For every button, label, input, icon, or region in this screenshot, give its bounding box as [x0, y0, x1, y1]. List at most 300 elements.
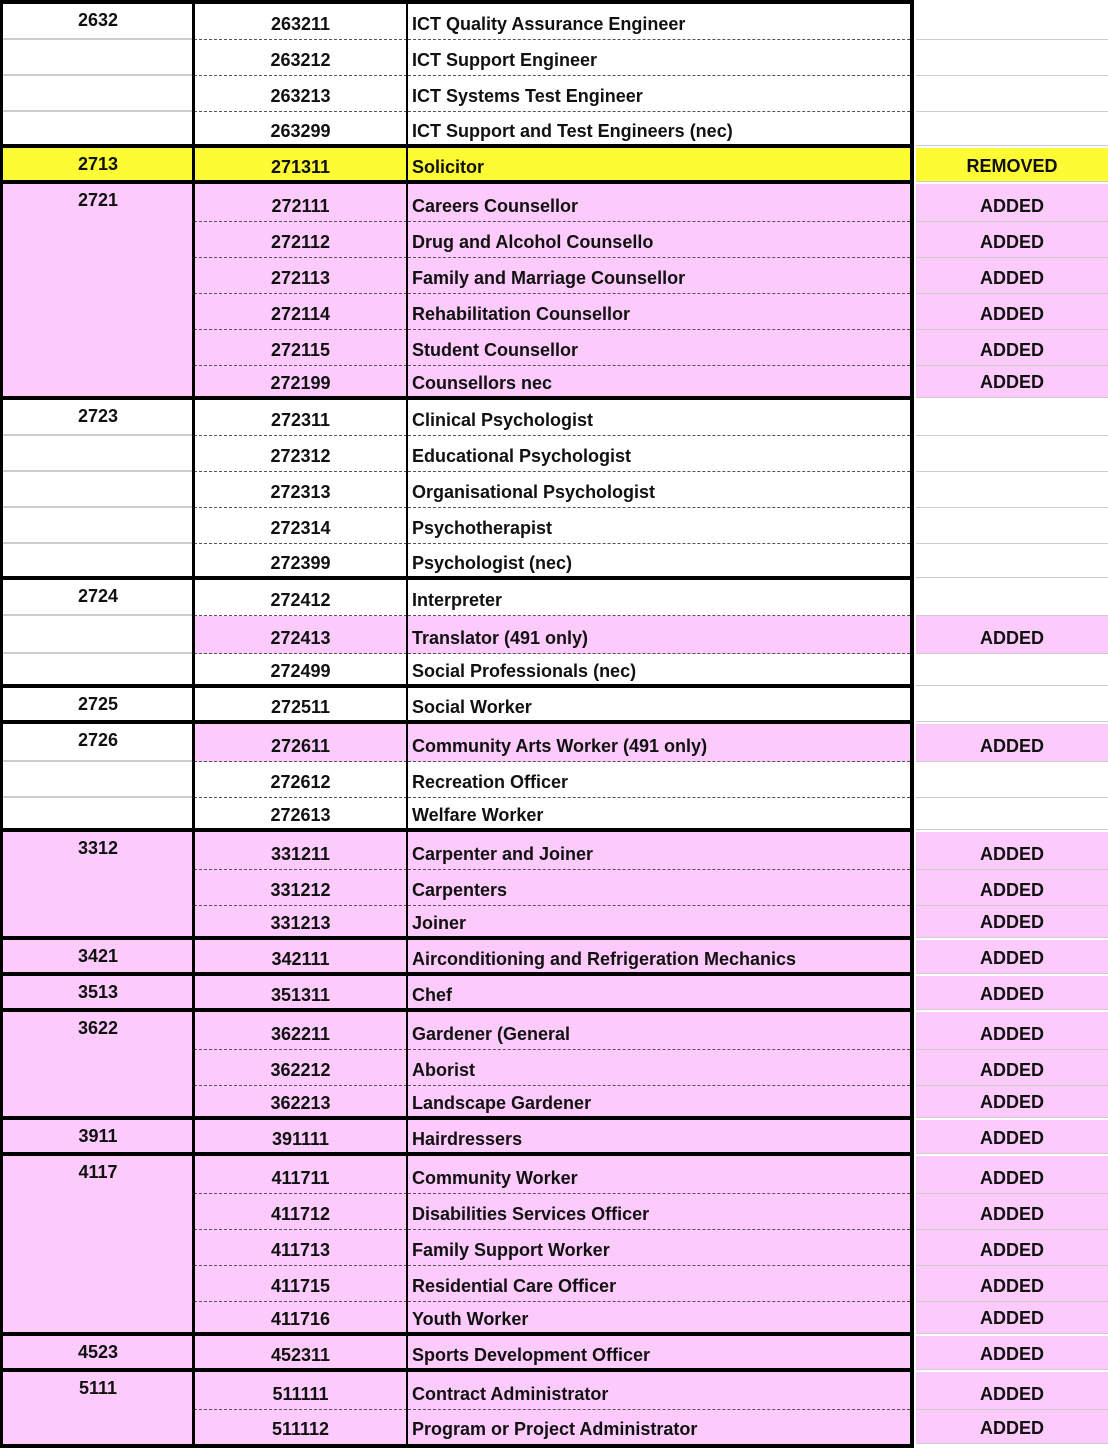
- table-row[interactable]: [194, 1230, 1108, 1266]
- occupation-cell[interactable]: [408, 1336, 910, 1370]
- group-divider: [3, 144, 913, 148]
- status-cell[interactable]: [916, 40, 1108, 76]
- anzsco-code-cell[interactable]: [194, 294, 407, 330]
- group-divider: [3, 576, 913, 580]
- occupation-cell[interactable]: [408, 436, 910, 472]
- status-badge: ADDED: [979, 196, 1044, 216]
- anzsco-code: 272112: [270, 232, 331, 252]
- occupation-title: Family Support Worker: [412, 1240, 610, 1260]
- status-badge: REMOVED: [966, 156, 1058, 176]
- anzsco-code-cell[interactable]: [194, 508, 407, 544]
- gridline: [3, 506, 193, 508]
- anzsco-code-cell[interactable]: [194, 1194, 407, 1230]
- status-cell[interactable]: [916, 366, 1108, 398]
- table-row[interactable]: [194, 330, 1108, 366]
- anzsco-code: 272413: [270, 628, 331, 648]
- unit-group-cell[interactable]: 5111: [3, 1372, 193, 1444]
- occupation-title: Clinical Psychologist: [412, 410, 594, 430]
- occupation-cell[interactable]: [408, 112, 910, 146]
- occupation-title: Joiner: [412, 913, 467, 933]
- status-cell[interactable]: [916, 798, 1108, 830]
- occupation-cell[interactable]: [408, 258, 910, 294]
- column-divider: [0, 0, 3, 1448]
- unit-group-cell[interactable]: 3911: [3, 1120, 193, 1154]
- table-row[interactable]: [194, 870, 1108, 906]
- occupation-cell[interactable]: [408, 4, 910, 40]
- occupation-title: Community Arts Worker (491 only): [412, 736, 708, 756]
- anzsco-code-cell[interactable]: [194, 906, 407, 938]
- group-divider: [3, 0, 913, 4]
- occupation-cell[interactable]: [408, 1302, 910, 1334]
- status-cell[interactable]: [916, 1050, 1108, 1086]
- anzsco-code: 272114: [270, 304, 331, 324]
- unit-group-cell[interactable]: 4523: [3, 1336, 193, 1370]
- anzsco-code-cell[interactable]: [194, 112, 407, 146]
- table-row[interactable]: [194, 1086, 1108, 1118]
- status-cell[interactable]: [916, 1372, 1108, 1410]
- anzsco-code-cell[interactable]: [194, 1372, 407, 1410]
- anzsco-code-cell[interactable]: [194, 472, 407, 508]
- occupation-cell[interactable]: [408, 184, 910, 222]
- occupation-cell[interactable]: [408, 906, 910, 938]
- occupation-title: Carpenters: [412, 880, 508, 900]
- status-cell[interactable]: [916, 4, 1108, 40]
- anzsco-code: 272311: [270, 410, 331, 430]
- anzsco-code: 263211: [270, 14, 331, 34]
- status-badge: ADDED: [979, 880, 1044, 900]
- table-row[interactable]: [194, 184, 1108, 222]
- occupation-cell[interactable]: [408, 330, 910, 366]
- anzsco-code-cell[interactable]: [194, 366, 407, 398]
- status-cell[interactable]: [916, 1230, 1108, 1266]
- anzsco-code-cell[interactable]: [194, 1086, 407, 1118]
- anzsco-code-cell[interactable]: [194, 870, 407, 906]
- occupation-title: ICT Systems Test Engineer: [412, 86, 643, 106]
- occupation-cell[interactable]: [408, 1230, 910, 1266]
- status-cell[interactable]: [916, 976, 1108, 1010]
- table-row[interactable]: [194, 580, 1108, 616]
- status-badge: ADDED: [979, 1240, 1044, 1260]
- table-row[interactable]: [194, 688, 1108, 722]
- status-cell[interactable]: [916, 616, 1108, 654]
- status-badge: ADDED: [979, 1128, 1044, 1148]
- table-row[interactable]: [194, 40, 1108, 76]
- occupation-cell[interactable]: [408, 940, 910, 974]
- occupation-cell[interactable]: [408, 654, 910, 686]
- gridline: [3, 434, 193, 436]
- status-cell[interactable]: [916, 1336, 1108, 1370]
- anzsco-code-cell[interactable]: [194, 148, 407, 182]
- occupation-cell[interactable]: [408, 688, 910, 722]
- status-cell[interactable]: [916, 832, 1108, 870]
- occupation-title: Careers Counsellor: [412, 196, 579, 216]
- status-cell[interactable]: [916, 222, 1108, 258]
- occupation-cell[interactable]: [408, 798, 910, 830]
- anzsco-code-cell[interactable]: [194, 940, 407, 974]
- occupation-title: Translator (491 only): [412, 628, 589, 648]
- occupation-cell[interactable]: [408, 1410, 910, 1444]
- occupation-cell[interactable]: [408, 1086, 910, 1118]
- table-row[interactable]: [194, 258, 1108, 294]
- occupation-title: Community Worker: [412, 1168, 578, 1188]
- status-cell[interactable]: [916, 1266, 1108, 1302]
- occupation-cell[interactable]: [408, 762, 910, 798]
- anzsco-code-cell[interactable]: [194, 832, 407, 870]
- anzsco-code-cell[interactable]: [194, 436, 407, 472]
- group-divider: [3, 1152, 913, 1156]
- anzsco-code: 411716: [270, 1309, 331, 1329]
- status-cell[interactable]: [916, 724, 1108, 762]
- status-cell[interactable]: [916, 654, 1108, 686]
- occupation-title: Gardener (General: [412, 1024, 571, 1044]
- anzsco-code-cell[interactable]: [194, 616, 407, 654]
- anzsco-code: 452311: [270, 1345, 331, 1365]
- occupation-title: Rehabilitation Counsellor: [412, 304, 631, 324]
- status-cell[interactable]: [916, 870, 1108, 906]
- table-row[interactable]: [194, 1336, 1108, 1370]
- occupation-title: Chef: [412, 985, 452, 1005]
- table-row[interactable]: [194, 976, 1108, 1010]
- status-cell[interactable]: [916, 330, 1108, 366]
- anzsco-code: 411715: [270, 1276, 331, 1296]
- anzsco-code: 272314: [270, 518, 331, 538]
- occupation-cell[interactable]: [408, 724, 910, 762]
- gridline: [3, 470, 193, 472]
- occupation-cell[interactable]: [408, 544, 910, 578]
- occupation-cell[interactable]: [408, 76, 910, 112]
- gridline: [3, 614, 193, 616]
- unit-group-cell[interactable]: 3421: [3, 940, 193, 974]
- occupation-title: Counsellors nec: [412, 373, 553, 393]
- unit-group-cell[interactable]: 2632: [3, 4, 193, 146]
- anzsco-code-cell[interactable]: [194, 1336, 407, 1370]
- anzsco-code: 411713: [270, 1240, 331, 1260]
- table-row[interactable]: [194, 906, 1108, 938]
- table-row[interactable]: [194, 1194, 1108, 1230]
- occupation-cell[interactable]: [408, 1120, 910, 1154]
- occupation-title: Carpenter and Joiner: [412, 844, 594, 864]
- status-cell[interactable]: [916, 1302, 1108, 1334]
- anzsco-code: 331213: [270, 913, 331, 933]
- occupation-cell[interactable]: [408, 976, 910, 1010]
- status-badge: ADDED: [979, 628, 1044, 648]
- status-cell[interactable]: [916, 148, 1108, 182]
- status-badge: ADDED: [979, 984, 1044, 1004]
- occupation-cell[interactable]: [408, 1050, 910, 1086]
- anzsco-code: 391111: [271, 1129, 330, 1149]
- unit-group-cell[interactable]: 2723: [3, 400, 193, 578]
- anzsco-code-cell[interactable]: [194, 184, 407, 222]
- group-divider: [3, 828, 913, 832]
- unit-group-cell[interactable]: 3312: [3, 832, 193, 938]
- group-divider: [3, 396, 913, 400]
- group-divider: [3, 936, 913, 940]
- status-cell[interactable]: [916, 258, 1108, 294]
- anzsco-code: 272199: [270, 373, 331, 393]
- anzsco-code: 263299: [270, 121, 331, 141]
- anzsco-code-cell[interactable]: [194, 544, 407, 578]
- status-badge: ADDED: [979, 1344, 1044, 1364]
- occupation-cell[interactable]: [408, 400, 910, 436]
- status-cell[interactable]: [916, 184, 1108, 222]
- anzsco-code-cell[interactable]: [194, 400, 407, 436]
- unit-group-cell[interactable]: 4117: [3, 1156, 193, 1334]
- anzsco-code: 342111: [271, 949, 330, 969]
- occupation-title: Hairdressers: [412, 1129, 523, 1149]
- occupation-cell[interactable]: [408, 1266, 910, 1302]
- table-row[interactable]: [194, 400, 1108, 436]
- gridline: [3, 74, 193, 76]
- status-badge: ADDED: [979, 1418, 1044, 1438]
- anzsco-code-cell[interactable]: [194, 1120, 407, 1154]
- occupation-title: Educational Psychologist: [412, 446, 632, 466]
- table-row[interactable]: [194, 762, 1108, 798]
- table-row[interactable]: [194, 1120, 1108, 1154]
- occupation-title: ICT Quality Assurance Engineer: [412, 14, 686, 34]
- group-divider: [3, 720, 913, 724]
- anzsco-code: 271311: [270, 157, 331, 177]
- unit-group-cell[interactable]: 2724: [3, 580, 193, 686]
- group-divider: [3, 1116, 913, 1120]
- status-cell[interactable]: [916, 1012, 1108, 1050]
- table-row[interactable]: [194, 366, 1108, 398]
- unit-group-cell[interactable]: 2726: [3, 724, 193, 830]
- anzsco-code: 362212: [270, 1060, 331, 1080]
- anzsco-code: 272412: [270, 590, 331, 610]
- table-row[interactable]: [194, 1012, 1108, 1050]
- status-cell[interactable]: [916, 112, 1108, 146]
- anzsco-code: 272613: [270, 805, 331, 825]
- status-badge: ADDED: [979, 232, 1044, 252]
- status-badge: ADDED: [979, 1384, 1044, 1404]
- status-badge: ADDED: [979, 912, 1044, 932]
- anzsco-code-cell[interactable]: [194, 40, 407, 76]
- anzsco-code-cell[interactable]: [194, 1230, 407, 1266]
- occupation-title: Contract Administrator: [412, 1384, 609, 1404]
- status-cell[interactable]: [916, 1086, 1108, 1118]
- table-row[interactable]: [194, 654, 1108, 686]
- occupation-title: Airconditioning and Refrigeration Mechanics: [412, 949, 797, 969]
- status-cell[interactable]: [916, 1194, 1108, 1230]
- status-cell[interactable]: [916, 1120, 1108, 1154]
- status-badge: ADDED: [979, 1204, 1044, 1224]
- table-row[interactable]: [194, 798, 1108, 830]
- anzsco-code-cell[interactable]: [194, 976, 407, 1010]
- table-row[interactable]: [194, 832, 1108, 870]
- status-badge: ADDED: [979, 736, 1044, 756]
- occupation-cell[interactable]: [408, 366, 910, 398]
- unit-group-cell[interactable]: 2721: [3, 184, 193, 398]
- anzsco-code: 272313: [270, 482, 331, 502]
- anzsco-code: 272612: [270, 772, 331, 792]
- status-cell[interactable]: [916, 688, 1108, 722]
- occupation-title: Recreation Officer: [412, 772, 569, 792]
- anzsco-code: 272111: [271, 196, 330, 216]
- occupation-title: Interpreter: [412, 590, 503, 610]
- table-row[interactable]: [194, 294, 1108, 330]
- table-row[interactable]: [194, 472, 1108, 508]
- anzsco-code: 272115: [270, 340, 331, 360]
- gridline: [3, 110, 193, 112]
- anzsco-code-cell[interactable]: [194, 688, 407, 722]
- gridline: [3, 760, 193, 762]
- unit-group-cell[interactable]: 2725: [3, 688, 193, 722]
- status-badge: ADDED: [979, 304, 1044, 324]
- status-badge: ADDED: [979, 372, 1044, 392]
- anzsco-code: 263212: [270, 50, 331, 70]
- occupation-title: Psychologist (nec): [412, 553, 573, 573]
- column-divider: [192, 0, 195, 1448]
- status-cell[interactable]: [916, 294, 1108, 330]
- table-row[interactable]: [194, 436, 1108, 472]
- anzsco-code-cell[interactable]: [194, 330, 407, 366]
- table-row[interactable]: [194, 222, 1108, 258]
- anzsco-code-cell[interactable]: [194, 798, 407, 830]
- anzsco-code-cell[interactable]: [194, 1410, 407, 1444]
- group-divider: [3, 180, 913, 184]
- table-row[interactable]: [194, 616, 1108, 654]
- anzsco-code-cell[interactable]: [194, 724, 407, 762]
- occupation-cell[interactable]: [408, 294, 910, 330]
- group-divider: [3, 972, 913, 976]
- anzsco-code-cell[interactable]: [194, 1156, 407, 1194]
- status-cell[interactable]: [916, 472, 1108, 508]
- group-divider: [3, 1368, 913, 1372]
- occupation-cell[interactable]: [408, 148, 910, 182]
- occupation-cell[interactable]: [408, 472, 910, 508]
- anzsco-code-cell[interactable]: [194, 76, 407, 112]
- anzsco-code-cell[interactable]: [194, 258, 407, 294]
- group-divider: [3, 684, 913, 688]
- gridline: [3, 796, 193, 798]
- occupation-cell[interactable]: [408, 870, 910, 906]
- occupation-title: Landscape Gardener: [412, 1093, 592, 1113]
- anzsco-code: 411712: [270, 1204, 331, 1224]
- occupation-cell[interactable]: [408, 580, 910, 616]
- anzsco-code: 272611: [270, 736, 331, 756]
- occupation-cell[interactable]: [408, 832, 910, 870]
- gridline: [3, 542, 193, 544]
- table-row[interactable]: [194, 4, 1108, 40]
- anzsco-code: 362211: [270, 1024, 331, 1044]
- column-divider: [910, 0, 914, 1448]
- table-row[interactable]: [194, 508, 1108, 544]
- anzsco-code-cell[interactable]: [194, 654, 407, 686]
- status-cell[interactable]: [916, 436, 1108, 472]
- status-badge: ADDED: [979, 844, 1044, 864]
- status-badge: ADDED: [979, 1024, 1044, 1044]
- anzsco-code-cell[interactable]: [194, 1302, 407, 1334]
- status-badge: ADDED: [979, 1308, 1044, 1328]
- occupation-title: Residential Care Officer: [412, 1276, 617, 1296]
- anzsco-code: 272312: [270, 446, 331, 466]
- occupation-cell[interactable]: [408, 40, 910, 76]
- status-cell[interactable]: [916, 580, 1108, 616]
- table-row[interactable]: [194, 724, 1108, 762]
- anzsco-code: 511112: [271, 1419, 330, 1439]
- status-badge: ADDED: [979, 340, 1044, 360]
- status-badge: ADDED: [979, 1168, 1044, 1188]
- anzsco-code-cell[interactable]: [194, 222, 407, 258]
- table-row[interactable]: [194, 76, 1108, 112]
- status-cell[interactable]: [916, 544, 1108, 578]
- occupation-title: Sports Development Officer: [412, 1345, 651, 1365]
- anzsco-code-cell[interactable]: [194, 580, 407, 616]
- status-badge: ADDED: [979, 1276, 1044, 1296]
- occupation-title: Youth Worker: [412, 1309, 529, 1329]
- status-cell[interactable]: [916, 508, 1108, 544]
- anzsco-code: 511111: [272, 1384, 329, 1404]
- status-cell[interactable]: [916, 906, 1108, 938]
- anzsco-code: 272399: [270, 553, 331, 573]
- status-cell[interactable]: [916, 1410, 1108, 1444]
- status-cell[interactable]: [916, 762, 1108, 798]
- unit-group-cell[interactable]: 2713: [3, 148, 193, 182]
- occupation-title: Social Professionals (nec): [412, 661, 637, 681]
- table-row[interactable]: [194, 1302, 1108, 1334]
- table-row[interactable]: [194, 148, 1108, 182]
- anzsco-code: 272511: [270, 697, 331, 717]
- unit-group-cell[interactable]: 3622: [3, 1012, 193, 1118]
- group-divider: [3, 1332, 913, 1336]
- status-cell[interactable]: [916, 1156, 1108, 1194]
- occupation-title: Drug and Alcohol Counsello: [412, 232, 654, 252]
- status-badge: ADDED: [979, 1092, 1044, 1112]
- anzsco-code-cell[interactable]: [194, 4, 407, 40]
- status-badge: ADDED: [979, 1060, 1044, 1080]
- unit-group-cell[interactable]: 3513: [3, 976, 193, 1010]
- status-cell[interactable]: [916, 76, 1108, 112]
- table-row[interactable]: [194, 112, 1108, 146]
- occupation-title: Family and Marriage Counsellor: [412, 268, 686, 288]
- table-row[interactable]: [194, 1050, 1108, 1086]
- table-row[interactable]: [194, 1266, 1108, 1302]
- occupation-title: Welfare Worker: [412, 805, 544, 825]
- occupation-cell[interactable]: [408, 1012, 910, 1050]
- table-bottom-border: [3, 1444, 913, 1448]
- occupation-title: Disabilities Services Officer: [412, 1204, 650, 1224]
- occupation-cell[interactable]: [408, 1156, 910, 1194]
- gridline: [3, 38, 193, 40]
- anzsco-code-cell[interactable]: [194, 1050, 407, 1086]
- anzsco-code-cell[interactable]: [194, 1266, 407, 1302]
- table-row[interactable]: [194, 1410, 1108, 1444]
- table-row[interactable]: [194, 1372, 1108, 1410]
- gridline: [3, 652, 193, 654]
- table-row[interactable]: [194, 544, 1108, 578]
- table-row[interactable]: [194, 1156, 1108, 1194]
- occupation-cell[interactable]: [408, 508, 910, 544]
- occupation-title: Organisational Psychologist: [412, 482, 656, 502]
- table-row[interactable]: [194, 940, 1108, 974]
- occupation-cell[interactable]: [408, 616, 910, 654]
- anzsco-code: 331212: [270, 880, 331, 900]
- anzsco-code-cell[interactable]: [194, 1012, 407, 1050]
- status-badge: ADDED: [979, 268, 1044, 288]
- anzsco-code: 411711: [271, 1168, 330, 1188]
- anzsco-code: 362213: [270, 1093, 331, 1113]
- occupation-cell[interactable]: [408, 1194, 910, 1230]
- status-cell[interactable]: [916, 400, 1108, 436]
- occupation-cell[interactable]: [408, 1372, 910, 1410]
- status-badge: ADDED: [979, 948, 1044, 968]
- status-cell[interactable]: [916, 940, 1108, 974]
- anzsco-code-cell[interactable]: [194, 762, 407, 798]
- occupation-cell[interactable]: [408, 222, 910, 258]
- anzsco-code: 272113: [270, 268, 331, 288]
- occupation-title: Student Counsellor: [412, 340, 578, 360]
- occupation-title: Social Worker: [412, 697, 532, 717]
